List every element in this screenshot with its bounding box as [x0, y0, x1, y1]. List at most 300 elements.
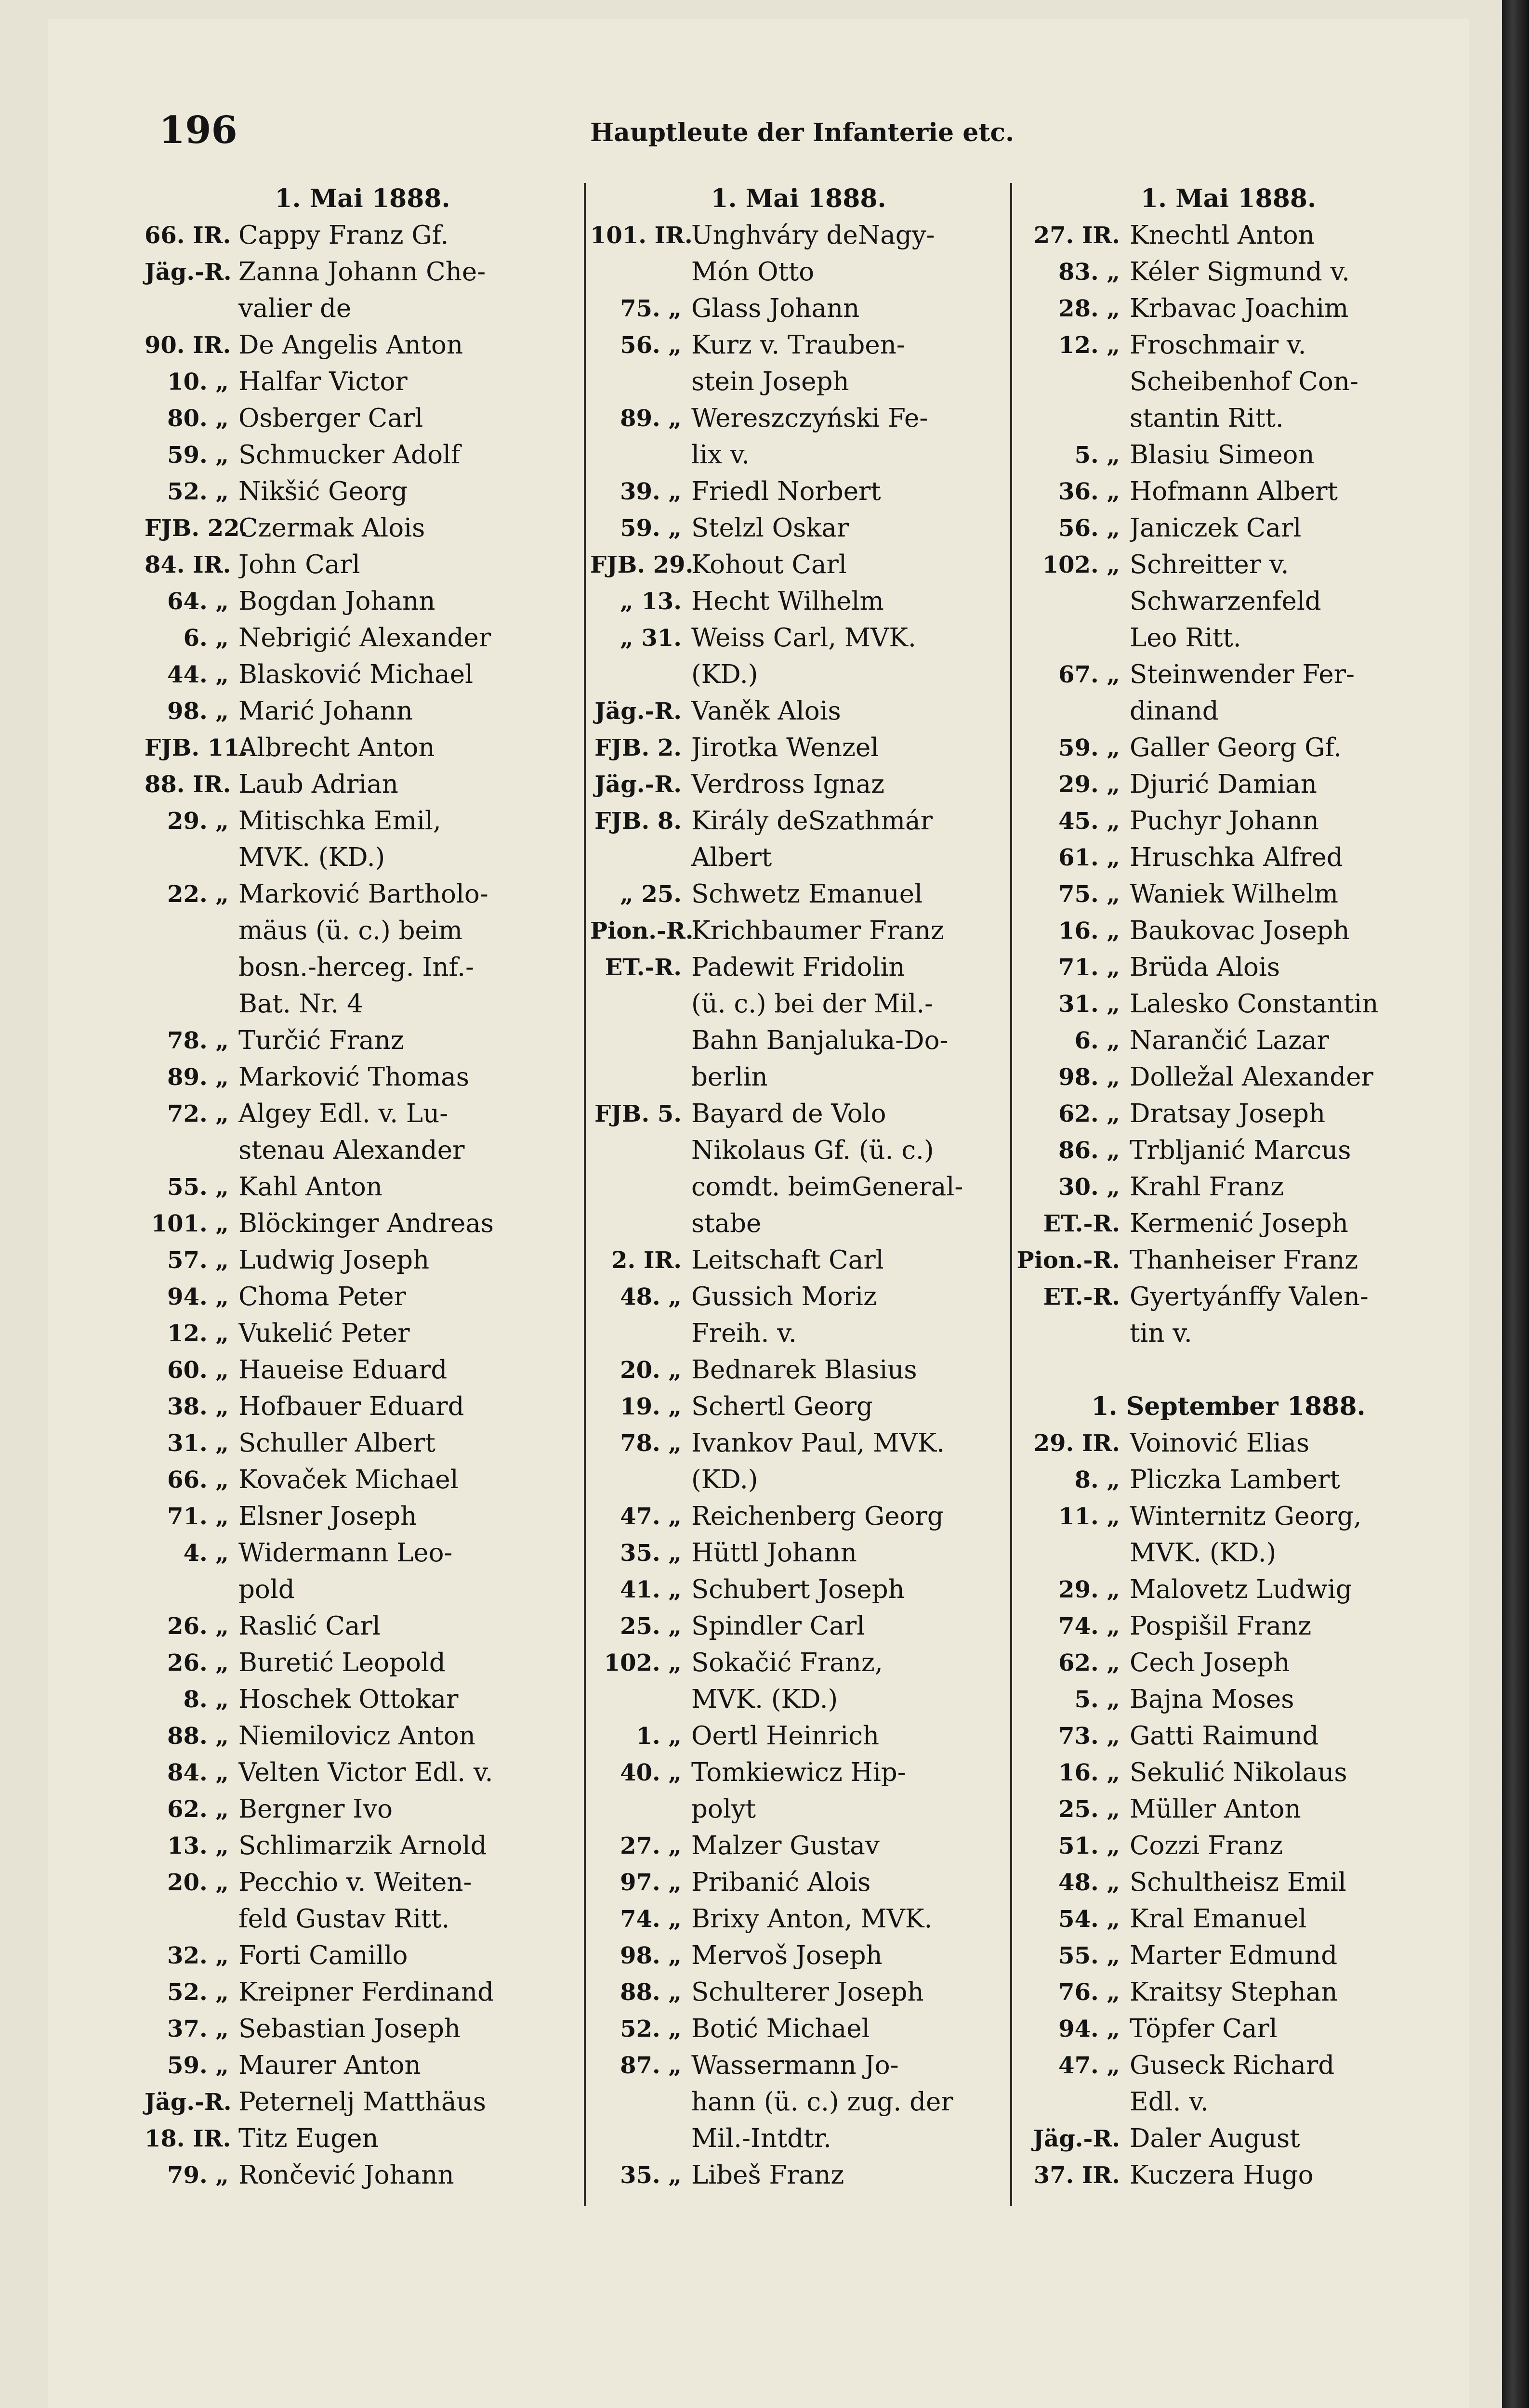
regiment-number: 59. „: [167, 2052, 229, 2079]
regiment-number: 67. „: [1058, 661, 1120, 688]
list-entry: [145, 473, 580, 510]
regiment-number: 97. „: [620, 1869, 682, 1896]
officer-name: [691, 1608, 1007, 1645]
regiment-number: 10. „: [167, 368, 229, 395]
name-line: Bat. Nr. 4: [238, 989, 363, 1019]
officer-name: [238, 1828, 580, 1864]
regiment-number: 94. „: [1058, 2015, 1120, 2042]
list-entry: [1016, 656, 1440, 730]
regiment-number: 29. IR.: [1033, 1430, 1120, 1457]
regiment-number: ET.-R.: [1043, 1210, 1120, 1237]
name-line: comdt. beimGeneral-: [691, 1172, 963, 1202]
name-line: Voinović Elias: [1130, 1428, 1310, 1458]
officer-name: [238, 1022, 580, 1059]
list-entry: [1016, 730, 1440, 766]
regiment-number: 52. „: [167, 478, 229, 505]
regiment-number: 25. „: [1058, 1796, 1120, 1823]
officer-name: [238, 1864, 580, 1937]
list-entry: [590, 1828, 1007, 1864]
name-line: Haueise Eduard: [238, 1355, 448, 1385]
name-line: Narančić Lazar: [1130, 1026, 1329, 1055]
officer-name: [691, 1535, 1007, 1571]
list-entry: [1016, 986, 1440, 1022]
name-line: Halfar Victor: [238, 367, 408, 396]
name-line: Gyertyánffy Valen-: [1130, 1282, 1369, 1311]
name-line: Pecchio v. Weiten-: [238, 1868, 472, 1897]
name-line: Albrecht Anton: [238, 733, 435, 762]
name-line: Cech Joseph: [1130, 1648, 1290, 1677]
name-line: Laub Adrian: [238, 770, 398, 799]
regiment-number: 88. „: [620, 1979, 682, 2006]
regiment-number: ET.-R.: [1043, 1283, 1120, 1310]
officer-name: [238, 1242, 580, 1279]
regiment-number: Pion.-R.: [1016, 1247, 1120, 1274]
officer-name: [1130, 254, 1440, 290]
name-line: Töpfer Carl: [1130, 2014, 1278, 2043]
name-line: Raslić Carl: [238, 1611, 381, 1641]
regiment-number: 37. IR.: [1033, 2162, 1120, 2189]
list-entry: [590, 2157, 1007, 2194]
name-line: Pliczka Lambert: [1130, 1465, 1340, 1494]
officer-name: [691, 2047, 1007, 2157]
name-line: Blasković Michael: [238, 660, 474, 689]
name-line: Schubert Joseph: [691, 1575, 905, 1604]
officer-name: [1130, 2011, 1440, 2047]
officer-name: [238, 693, 580, 730]
regiment-number: Jäg.-R.: [145, 259, 232, 286]
regiment-number: 36. „: [1058, 478, 1120, 505]
officer-name: [238, 656, 580, 693]
officer-name: [1130, 1169, 1440, 1205]
regiment-number: 19. „: [620, 1393, 682, 1420]
name-line: (KD.): [691, 660, 758, 689]
regiment-number: 29. „: [1058, 771, 1120, 798]
list-entry: [1016, 1791, 1440, 1828]
regiment-number: 80. „: [167, 405, 229, 432]
list-entry: [590, 913, 1007, 949]
regiment-number: 89. „: [167, 1064, 229, 1091]
name-line: Nikolaus Gf. (ü. c.): [691, 1136, 934, 1165]
officer-name: [238, 730, 580, 766]
list-entry: [1016, 2011, 1440, 2047]
officer-name: [238, 364, 580, 400]
name-line: Forti Camillo: [238, 1941, 408, 1970]
regiment-number: 47. „: [620, 1503, 682, 1530]
officer-name: [238, 1279, 580, 1315]
name-line: Weiss Carl, MVK.: [691, 623, 916, 653]
list-entry: [145, 1352, 580, 1388]
regiment-number: 71. „: [167, 1503, 229, 1530]
name-line: Friedl Norbert: [691, 477, 881, 506]
regiment-number: FJB. 22.: [145, 515, 248, 542]
officer-name: [1130, 1901, 1440, 1937]
regiment-number: 101. IR.: [590, 222, 693, 249]
officer-name: [691, 1096, 1007, 1242]
list-entry: [590, 1242, 1007, 1279]
column-3: [1016, 181, 1440, 2194]
officer-name: [691, 1352, 1007, 1388]
name-line: Vukelić Peter: [238, 1319, 410, 1348]
list-entry: [145, 583, 580, 620]
name-line: Steinwender Fer-: [1130, 660, 1355, 689]
name-line: Cozzi Franz: [1130, 1831, 1283, 1860]
regiment-number: 12. „: [167, 1320, 229, 1347]
regiment-number: Jäg.-R.: [594, 771, 682, 798]
officer-name: [1130, 1791, 1440, 1828]
column-rule: [1010, 183, 1012, 2206]
list-entry: [145, 510, 580, 547]
name-line: hann (ü. c.) zug. der: [691, 2087, 953, 2117]
name-line: Marković Bartholo-: [238, 879, 488, 909]
name-line: mäus (ü. c.) beim: [238, 916, 463, 945]
name-line: Kurz v. Trauben-: [691, 330, 905, 360]
name-line: Brixy Anton, MVK.: [691, 1904, 933, 1934]
regiment-number: 54. „: [1058, 1906, 1120, 1933]
regiment-number: 55. „: [167, 1174, 229, 1201]
column-rule: [584, 183, 586, 2206]
regiment-number: 78. „: [620, 1430, 682, 1457]
name-line: (KD.): [691, 1465, 758, 1494]
list-entry: [145, 327, 580, 364]
list-entry: [145, 1279, 580, 1315]
regiment-number: „ 13.: [620, 588, 682, 615]
list-entry: [145, 1425, 580, 1462]
name-line: Bergner Ivo: [238, 1794, 393, 1824]
list-entry: [145, 1535, 580, 1608]
list-entry: [145, 2047, 580, 2084]
regiment-number: 27. IR.: [1033, 222, 1120, 249]
regiment-number: 6. „: [1074, 1027, 1120, 1054]
name-line: Scheibenhof Con-: [1130, 367, 1358, 396]
list-entry: [1016, 547, 1440, 656]
list-entry: [145, 1022, 580, 1059]
name-line: Spindler Carl: [691, 1611, 865, 1641]
regiment-number: 64. „: [167, 588, 229, 615]
officer-name: [691, 2011, 1007, 2047]
name-line: Thanheiser Franz: [1130, 1245, 1358, 1275]
name-line: Món Otto: [691, 257, 815, 287]
list-entry: [1016, 1681, 1440, 1718]
list-entry: [590, 1498, 1007, 1535]
regiment-number: Jäg.-R.: [1033, 2125, 1120, 2152]
name-line: Freih. v.: [691, 1319, 797, 1348]
officer-name: [691, 217, 1007, 290]
officer-name: [691, 693, 1007, 730]
name-line: Schlimarzik Arnold: [238, 1831, 487, 1860]
regiment-number: 75. „: [1058, 881, 1120, 908]
officer-name: [1130, 547, 1440, 656]
regiment-number: 52. „: [167, 1979, 229, 2006]
regiment-number: 84. IR.: [145, 551, 231, 578]
name-line: dinand: [1130, 696, 1219, 726]
officer-name: [1130, 1059, 1440, 1096]
name-line: Hecht Wilhelm: [691, 587, 884, 616]
list-entry: [590, 949, 1007, 1096]
regiment-number: 13. „: [167, 1832, 229, 1859]
list-entry: [145, 217, 580, 254]
regiment-number: FJB. 2.: [594, 734, 682, 761]
list-entry: [590, 547, 1007, 583]
list-entry: [145, 766, 580, 803]
officer-name: [691, 1388, 1007, 1425]
name-line: stein Joseph: [691, 367, 849, 396]
name-line: Vaněk Alois: [691, 696, 841, 726]
regiment-number: 1. „: [636, 1723, 682, 1750]
name-line: Sokačić Franz,: [691, 1648, 883, 1677]
list-entry: [590, 693, 1007, 730]
name-line: Leo Ritt.: [1130, 623, 1241, 653]
list-entry: [590, 730, 1007, 766]
name-line: Pribanić Alois: [691, 1868, 871, 1897]
regiment-number: FJB. 11.: [145, 734, 248, 761]
list-entry: [590, 217, 1007, 290]
officer-name: [691, 290, 1007, 327]
name-line: Schmucker Adolf: [238, 440, 461, 470]
list-entry: [145, 2157, 580, 2194]
officer-name: [1130, 1974, 1440, 2011]
name-line: Krichbaumer Franz: [691, 916, 944, 945]
name-line: Edl. v.: [1130, 2087, 1209, 2117]
regiment-number: 30. „: [1058, 1174, 1120, 1201]
regiment-number: 16. „: [1058, 1759, 1120, 1786]
regiment-number: FJB. 5.: [594, 1100, 682, 1127]
officer-name: [1130, 1279, 1440, 1352]
regiment-number: 89. „: [620, 405, 682, 432]
list-entry: [145, 1791, 580, 1828]
list-entry: [590, 290, 1007, 327]
officer-name: [238, 547, 580, 583]
officer-name: [238, 1096, 580, 1169]
officer-name: [1130, 1681, 1440, 1718]
name-line: Kral Emanuel: [1130, 1904, 1307, 1934]
name-line: Gussich Moriz: [691, 1282, 877, 1311]
list-entry: [1016, 1718, 1440, 1754]
name-line: Kohout Carl: [691, 550, 847, 579]
page-edge-shadow: [1502, 0, 1529, 2408]
officer-name: [691, 1754, 1007, 1828]
name-line: MVK. (KD.): [238, 843, 385, 872]
officer-name: [691, 473, 1007, 510]
list-entry: [145, 2011, 580, 2047]
list-entry: [145, 1828, 580, 1864]
name-line: Bayard de Volo: [691, 1099, 886, 1128]
date-heading: 1. Mai 1888.: [1140, 184, 1317, 213]
officer-name: [691, 876, 1007, 913]
regiment-number: 57. „: [167, 1247, 229, 1274]
name-line: Hofmann Albert: [1130, 477, 1338, 506]
list-entry: [145, 1608, 580, 1645]
list-entry: [1016, 254, 1440, 290]
name-line: Nebrigić Alexander: [238, 623, 491, 653]
regiment-number: 72. „: [167, 1100, 229, 1127]
officer-name: [691, 1864, 1007, 1901]
regiment-number: 48. „: [620, 1283, 682, 1310]
officer-name: [238, 1425, 580, 1462]
regiment-number: 76. „: [1058, 1979, 1120, 2006]
list-entry: [590, 1974, 1007, 2011]
list-entry: [590, 1937, 1007, 1974]
regiment-number: 5. „: [1074, 1686, 1120, 1713]
name-line: Elsner Joseph: [238, 1502, 417, 1531]
list-entry: [1016, 803, 1440, 839]
name-line: Titz Eugen: [238, 2124, 379, 2153]
regiment-number: 61. „: [1058, 844, 1120, 871]
officer-name: [238, 2157, 580, 2194]
officer-name: [238, 1937, 580, 1974]
name-line: Albert: [691, 843, 772, 872]
name-line: Schulterer Joseph: [691, 1977, 924, 2007]
list-entry: [145, 2084, 580, 2120]
name-line: Mervoš Joseph: [691, 1941, 883, 1970]
regiment-number: 31. „: [167, 1430, 229, 1457]
list-entry: [145, 400, 580, 437]
regiment-number: 90. IR.: [145, 332, 231, 359]
regiment-number: Jäg.-R.: [145, 2089, 232, 2116]
name-line: Velten Victor Edl. v.: [238, 1758, 493, 1787]
list-entry: [1016, 1498, 1440, 1571]
name-line: Padewit Fridolin: [691, 953, 905, 982]
list-entry: [1016, 1205, 1440, 1242]
officer-name: [238, 1352, 580, 1388]
name-line: MVK. (KD.): [691, 1685, 838, 1714]
regiment-number: 66. „: [167, 1466, 229, 1493]
officer-name: [1130, 913, 1440, 949]
list-entry: [145, 1462, 580, 1498]
name-line: tin v.: [1130, 1319, 1192, 1348]
officer-name: [238, 327, 580, 364]
officer-name: [1130, 1096, 1440, 1132]
regiment-number: 98. „: [620, 1942, 682, 1969]
list-entry: [145, 1974, 580, 2011]
regiment-number: 98. „: [1058, 1064, 1120, 1091]
regiment-number: 38. „: [167, 1393, 229, 1420]
list-entry: [590, 1352, 1007, 1388]
officer-name: [1130, 327, 1440, 437]
list-entry: [590, 2047, 1007, 2157]
regiment-number: 5. „: [1074, 442, 1120, 469]
regiment-number: 59. „: [1058, 734, 1120, 761]
officer-name: [238, 1498, 580, 1535]
name-line: Brüda Alois: [1130, 953, 1280, 982]
officer-name: [1130, 2120, 1440, 2157]
list-entry: [1016, 473, 1440, 510]
officer-name: [1130, 1498, 1440, 1571]
name-line: Knechtl Anton: [1130, 221, 1315, 250]
list-entry: [145, 1388, 580, 1425]
list-entry: [145, 1754, 580, 1791]
list-entry: [1016, 437, 1440, 473]
officer-name: [238, 1535, 580, 1608]
regiment-number: 45. „: [1058, 808, 1120, 835]
name-line: Schuller Albert: [238, 1428, 435, 1458]
regiment-number: FJB. 8.: [594, 808, 682, 835]
regiment-number: 28. „: [1058, 295, 1120, 322]
officer-name: [1130, 437, 1440, 473]
regiment-number: 79. „: [167, 2162, 229, 2189]
regiment-number: 37. „: [167, 2015, 229, 2042]
list-entry: [145, 2120, 580, 2157]
regiment-number: 27. „: [620, 1832, 682, 1859]
list-entry: [1016, 839, 1440, 876]
regiment-number: 56. „: [620, 332, 682, 359]
list-entry: [145, 1937, 580, 1974]
regiment-number: 29. „: [167, 808, 229, 835]
regiment-number: 101. „: [151, 1210, 229, 1237]
regiment-number: 75. „: [620, 295, 682, 322]
name-line: Hüttl Johann: [691, 1538, 857, 1568]
name-line: Baukovac Joseph: [1130, 916, 1350, 945]
officer-name: [238, 876, 580, 1022]
name-line: Tomkiewicz Hip-: [691, 1758, 906, 1787]
name-line: Daler August: [1130, 2124, 1300, 2153]
name-line: Kahl Anton: [238, 1172, 382, 1202]
list-entry: [1016, 876, 1440, 913]
list-entry: [145, 876, 580, 1022]
list-entry: [1016, 1864, 1440, 1901]
name-line: Király deSzathmár: [691, 806, 933, 836]
name-line: Dolležal Alexander: [1130, 1062, 1373, 1092]
list-entry: [1016, 327, 1440, 437]
name-line: Ludwig Joseph: [238, 1245, 430, 1275]
regiment-number: 31. „: [1058, 991, 1120, 1018]
officer-name: [1130, 1462, 1440, 1498]
officer-name: [1130, 1608, 1440, 1645]
officer-name: [238, 583, 580, 620]
name-line: Niemilovicz Anton: [238, 1721, 475, 1751]
list-entry: [1016, 1645, 1440, 1681]
list-entry: [1016, 1974, 1440, 2011]
regiment-number: 66. IR.: [145, 222, 231, 249]
regiment-number: 39. „: [620, 478, 682, 505]
name-line: Gatti Raimund: [1130, 1721, 1319, 1751]
officer-name: [1130, 839, 1440, 876]
name-line: Reichenberg Georg: [691, 1502, 944, 1531]
regiment-number: 22. „: [167, 881, 229, 908]
officer-name: [1130, 1205, 1440, 1242]
list-entry: [1016, 1059, 1440, 1096]
regiment-number: 98. „: [167, 698, 229, 725]
regiment-number: 26. „: [167, 1613, 229, 1640]
list-entry: [590, 1645, 1007, 1718]
name-line: Czermak Alois: [238, 513, 425, 543]
list-entry: [1016, 1096, 1440, 1132]
name-line: Osberger Carl: [238, 404, 423, 433]
regiment-number: 60. „: [167, 1357, 229, 1384]
officer-name: [691, 1937, 1007, 1974]
list-entry: [1016, 1828, 1440, 1864]
name-line: Sebastian Joseph: [238, 2014, 461, 2043]
name-line: Krahl Franz: [1130, 1172, 1284, 1202]
list-entry: [145, 1205, 580, 1242]
list-entry: [590, 1279, 1007, 1352]
officer-name: [1130, 510, 1440, 547]
list-entry: [1016, 1425, 1440, 1462]
regiment-number: 74. „: [1058, 1613, 1120, 1640]
officer-name: [238, 254, 580, 327]
list-entry: [590, 1535, 1007, 1571]
name-line: MVK. (KD.): [1130, 1538, 1277, 1568]
name-line: Mil.-Intdtr.: [691, 2124, 831, 2153]
name-line: Botić Michael: [691, 2014, 870, 2043]
officer-name: [691, 1974, 1007, 2011]
name-line: Kéler Sigmund v.: [1130, 257, 1350, 287]
list-entry: [1016, 217, 1440, 254]
officer-name: [1130, 473, 1440, 510]
name-line: Glass Johann: [691, 294, 860, 323]
list-entry: [1016, 1022, 1440, 1059]
officer-name: [238, 2047, 580, 2084]
name-line: Janiczek Carl: [1130, 513, 1302, 543]
